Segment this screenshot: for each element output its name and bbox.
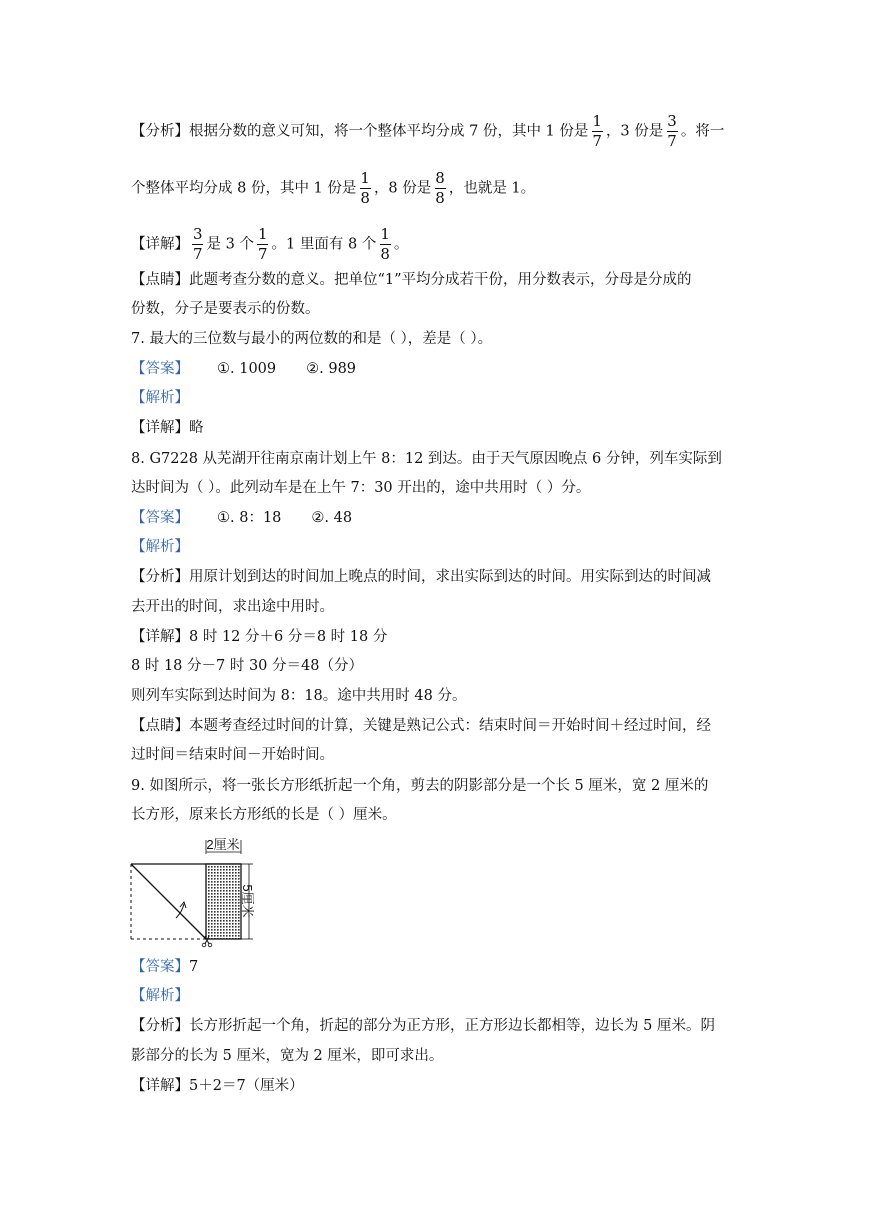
text: 。 — [393, 236, 409, 253]
text: 是 3 个 — [206, 236, 254, 253]
fraction: $\frac{1}{7}$ — [258, 225, 268, 263]
fig-top-label: 2厘米 — [206, 837, 240, 852]
q6-analysis-line-1 — [131, 114, 724, 149]
text: ，8 份是 — [373, 180, 432, 197]
text: ，也就是 1。 — [448, 180, 536, 197]
q6-analysis-line-2 — [131, 171, 535, 206]
answer-2: ②. 989 — [306, 361, 357, 377]
q8-detail-line-2: 8 时 18 分－7 时 30 分＝48（分） — [131, 658, 363, 674]
q6-point-line-1: 【点睛】此题考查分数的意义。把单位“1”平均分成若干份，用分数表示，分母是分成的 — [131, 272, 692, 288]
fraction: $\frac{1}{8}$ — [360, 169, 370, 207]
fraction: $\frac{3}{7}$ — [193, 225, 203, 263]
q9-answer-line — [131, 957, 198, 977]
text: 【详解】 — [131, 236, 189, 253]
q7-detail: 【详解】略 — [131, 420, 204, 436]
q9-analysis-line-1: 【分析】长方形折起一个角，折起的部分为正方形，正方形边长都相等，边长为 5 厘米。阴 — [131, 1018, 715, 1034]
fraction: $\frac{1}{8}$ — [380, 225, 390, 263]
answer-label: 【答案】 — [131, 510, 189, 526]
text: ，3 份是 — [605, 123, 664, 140]
answer-2: ②. 48 — [311, 510, 353, 526]
q8-question-line-1: 8. G7228 从芜湖开往南京南计划上午 8：12 到达。由于天气原因晚点 6 分钟，列车实际到 — [131, 451, 722, 467]
q9-analysis-line-2: 影部分的长为 5 厘米，宽为 2 厘米，即可求出。 — [131, 1048, 444, 1064]
folded-paper-figure — [130, 836, 255, 948]
q7-explain-label: 【解析】 — [131, 390, 189, 406]
q8-question-line-2: 达时间为（ ）。此列动车是在上午 7：30 开出的，途中共用时（ ）分。 — [131, 480, 591, 496]
fraction: $\frac{8}{8}$ — [435, 169, 445, 207]
text: 个整体平均分成 8 份，其中 1 份是 — [131, 180, 357, 197]
q8-explain-label: 【解析】 — [131, 539, 189, 555]
fig-side-label: 5厘米 — [240, 884, 255, 918]
answer: 7 — [189, 959, 199, 975]
q8-point-line-2: 过时间＝结束时间－开始时间。 — [131, 747, 334, 763]
q8-detail-line-3: 则列车实际到达时间为 8：18。途中共用时 48 分。 — [131, 688, 467, 704]
q8-detail-line-1: 【详解】8 时 12 分＋6 分＝8 时 18 分 — [131, 629, 388, 645]
q9-question-line-2: 长方形，原来长方形纸的长是（ ）厘米。 — [131, 807, 397, 823]
q9-explain-label: 【解析】 — [131, 988, 189, 1004]
answer-1: ①. 8：18 — [217, 510, 282, 526]
answer-label: 【答案】 — [131, 959, 189, 975]
answer-label: 【答案】 — [131, 361, 189, 377]
q9-question-line-1: 9. 如图所示，将一张长方形纸折起一个角，剪去的阴影部分是一个长 5 厘米，宽 2 厘米的 — [131, 778, 709, 794]
text: 【分析】根据分数的意义可知，将一个整体平均分成 7 份，其中 1 份是 — [131, 123, 589, 140]
q6-point-line-2: 份数，分子是要表示的份数。 — [131, 301, 320, 317]
q8-answer-line — [131, 508, 352, 528]
shaded-strip — [206, 864, 241, 939]
text: 。将一 — [680, 123, 725, 140]
fraction: $\frac{3}{7}$ — [667, 112, 677, 150]
answer-1: ①. 1009 — [217, 361, 277, 377]
q8-point-line-1: 【点睛】本题考查经过时间的计算，关键是熟记公式：结束时间＝开始时间＋经过时间，经 — [131, 718, 711, 734]
q6-detail-line — [131, 227, 408, 262]
q7-question: 7. 最大的三位数与最小的两位数的和是（ ），差是（ ）。 — [131, 331, 493, 347]
q8-analysis-line-1: 【分析】用原计划到达的时间加上晚点的时间，求出实际到达的时间。用实际到达的时间减 — [131, 569, 711, 585]
fraction: $\frac{1}{7}$ — [592, 112, 602, 150]
text: 。1 里面有 8 个 — [271, 236, 377, 253]
q8-analysis-line-2: 去开出的时间，求出途中用时。 — [131, 599, 334, 615]
q7-answer-line — [131, 359, 356, 379]
fold-line — [131, 864, 206, 939]
q9-detail: 【详解】5＋2＝7（厘米） — [131, 1078, 304, 1094]
